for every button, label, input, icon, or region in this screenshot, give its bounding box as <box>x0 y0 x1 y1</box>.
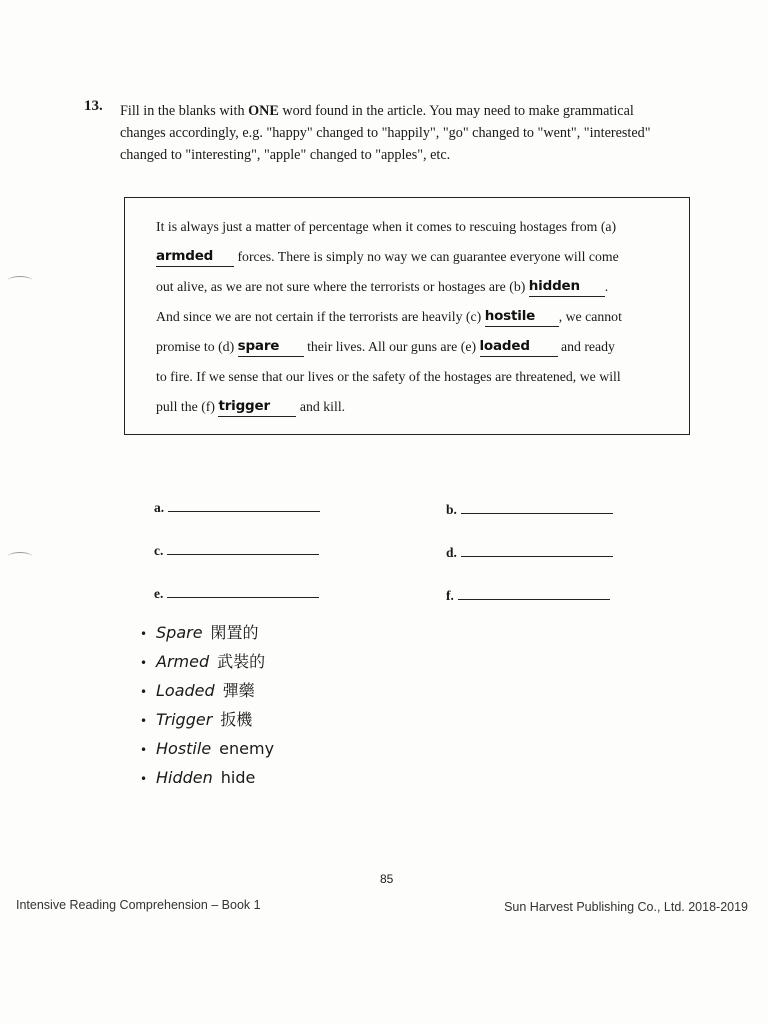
bullet-icon: • <box>140 685 148 699</box>
passage-line-4: And since we are not certain if the terrorists are heavily (c) hostile , we cannot <box>156 302 667 332</box>
answer-underline <box>167 544 319 555</box>
note-item: • Trigger 扳機 <box>140 705 274 734</box>
answer-underline <box>458 589 610 600</box>
blank-e[interactable] <box>480 338 558 357</box>
passage-line-7: pull the (f) trigger and kill. <box>156 392 667 422</box>
note-item: • Armed 武裝的 <box>140 647 274 676</box>
blank-f[interactable] <box>218 398 296 417</box>
instruction-line-2: changes accordingly, e.g. "happy" changed to "happily", "go" changed to "went", "interested" <box>120 125 651 141</box>
blank-c[interactable] <box>485 308 559 327</box>
question-number: 13. <box>84 98 103 114</box>
answer-line-d[interactable]: d. <box>446 545 613 561</box>
handwritten-answer-e: loaded <box>479 338 530 354</box>
answer-line-f[interactable]: f. <box>446 588 610 604</box>
passage-box <box>124 197 690 435</box>
note-item: • Spare 閑置的 <box>140 618 274 647</box>
answer-line-e[interactable]: e. <box>154 586 319 602</box>
bullet-icon: • <box>140 656 148 670</box>
bullet-icon: • <box>140 743 148 757</box>
passage-line-6: to fire. If we sense that our lives or the safety of the hostages are threatened, we will <box>156 369 621 384</box>
bullet-icon: • <box>140 772 148 786</box>
instruction-line-1: Fill in the blanks with ONE word found in the article. You may need to make grammatical <box>120 103 634 119</box>
answer-underline <box>167 587 319 598</box>
answer-underline <box>168 501 320 512</box>
footer-publisher: Sun Harvest Publishing Co., Ltd. 2018-2019 <box>504 900 748 914</box>
instruction-line-3: changed to "interesting", "apple" changed to "apples", etc. <box>120 147 451 163</box>
handwritten-answer-b: hidden <box>528 278 580 294</box>
passage-line-3: out alive, as we are not sure where the terrorists or hostages are (b) hidden . <box>156 272 667 302</box>
answer-underline <box>461 546 613 557</box>
answer-line-b[interactable]: b. <box>446 502 613 518</box>
answer-underline <box>461 503 613 514</box>
margin-mark <box>8 552 32 561</box>
handwritten-notes <box>140 618 274 792</box>
handwritten-answer-f: trigger <box>218 398 270 414</box>
answer-line-c[interactable]: c. <box>154 543 319 559</box>
bullet-icon: • <box>140 627 148 641</box>
footer-book-title: Intensive Reading Comprehension – Book 1 <box>16 898 261 912</box>
handwritten-answer-c: hostile <box>484 308 536 324</box>
answer-line-a[interactable]: a. <box>154 500 320 516</box>
blank-a[interactable] <box>156 248 234 267</box>
blank-d[interactable] <box>238 338 304 357</box>
handwritten-answer-a: armded <box>156 248 214 264</box>
margin-mark <box>8 276 32 285</box>
note-item: • Hidden hide <box>140 763 274 792</box>
note-item: • Hostile enemy <box>140 734 274 763</box>
question-instructions <box>120 100 720 166</box>
handwritten-answer-d: spare <box>237 338 280 354</box>
bullet-icon: • <box>140 714 148 728</box>
blank-b[interactable] <box>529 278 605 297</box>
passage-line-2: armded forces. There is simply no way we can guarantee everyone will come <box>156 242 667 272</box>
page-number: 85 <box>380 872 394 886</box>
passage-line-5: promise to (d) spare their lives. All our guns are (e) loaded and ready <box>156 332 667 362</box>
note-item: • Loaded 彈藥 <box>140 676 274 705</box>
passage-line-1: It is always just a matter of percentage when it comes to rescuing hostages from (a) <box>156 219 617 234</box>
